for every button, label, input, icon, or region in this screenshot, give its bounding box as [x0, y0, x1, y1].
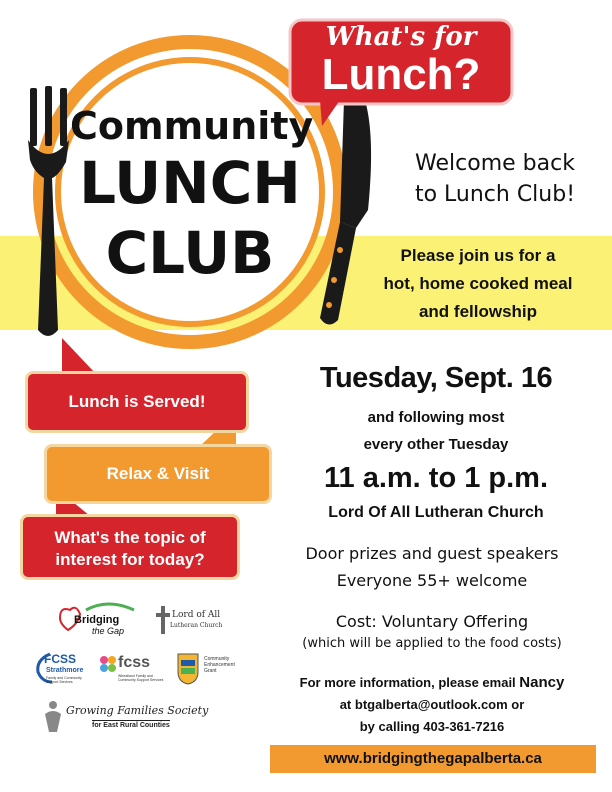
lord-of-all-logo [156, 604, 226, 638]
banner-whats-for: What's for [325, 22, 477, 52]
fcss1-small: Family and Community Support Services [46, 676, 82, 684]
event-age: Everyone 55+ welcome [336, 571, 528, 590]
growing-text-1: Growing Families Society [66, 704, 209, 717]
join-text [362, 242, 594, 326]
banner-lunch: Lunch? [321, 50, 481, 99]
lord-text-2: Lutheran Church [170, 622, 223, 629]
title-club: CLUB [105, 219, 275, 287]
fcss-strathmore-logo [34, 650, 92, 690]
contact-line-1 [284, 672, 580, 694]
fcss2-small: Wheatland Family and Community Support Services [118, 674, 164, 682]
bubble-topic [20, 514, 240, 580]
event-following-line-2: every other Tuesday [363, 436, 509, 453]
community-grant-logo [176, 650, 246, 692]
family-figures-icon [42, 700, 64, 734]
title-lunch: LUNCH [79, 149, 301, 217]
event-date: Tuesday, Sept. 16 [319, 362, 553, 394]
welcome-text [405, 148, 585, 210]
fcss2-title: fcss [118, 654, 151, 671]
join-line-3: and fellowship [418, 302, 538, 321]
cross-icon [156, 606, 170, 634]
grant-text [204, 656, 235, 674]
bubble-relax-visit: Relax & Visit [44, 444, 272, 504]
event-following-line-1: and following most [367, 409, 505, 426]
grant-text-2: Enhancement [204, 662, 235, 668]
title-community: Community [70, 104, 314, 148]
join-line-2: hot, home cooked meal [383, 274, 573, 293]
grant-text-1: Community [204, 656, 230, 662]
footer-url[interactable]: www.bridgingthegapalberta.ca [324, 750, 542, 767]
bubble-topic-line-1: What's the topic of [54, 528, 206, 547]
fcss-wheatland-logo [98, 652, 168, 692]
bridging-text-1: Bridging [74, 614, 120, 626]
event-location: Lord Of All Lutheran Church [328, 504, 544, 521]
contact-info [284, 672, 580, 738]
event-cost: Cost: Voluntary Offering [335, 612, 529, 631]
bridging-the-gap-logo [52, 600, 142, 642]
fcss1-sub: Strathmore [46, 667, 84, 674]
welcome-line-2: to Lunch Club! [414, 182, 576, 207]
welcome-line-1: Welcome back [415, 151, 575, 176]
contact-line-2: at btgalberta@outlook.com or [339, 697, 525, 712]
bubble-topic-line-2: interest for today? [55, 550, 205, 569]
contact-line-3: by calling 403-361-7216 [359, 719, 505, 734]
contact-name: Nancy [519, 674, 565, 691]
event-extras [284, 540, 580, 594]
growing-text-2: for East Rural Counties [92, 722, 170, 729]
bubble-lunch-served: Lunch is Served! [25, 371, 249, 433]
contact-line-1-text: For more information, please email [299, 675, 516, 690]
fcss-pinwheel-icon [98, 654, 118, 674]
event-cost-note: (which will be applied to the food costs) [302, 636, 562, 651]
event-following [296, 404, 576, 458]
grant-text-3: Grant [204, 668, 217, 674]
lord-text-1: Lord of All [172, 610, 221, 620]
event-prizes: Door prizes and guest speakers [305, 544, 559, 563]
fcss1-title: FCSS [44, 652, 77, 666]
alberta-crest-icon [176, 652, 200, 686]
growing-families-logo [42, 700, 222, 738]
join-line-1: Please join us for a [400, 246, 556, 265]
bridging-text-2: the Gap [92, 626, 125, 636]
event-time: 11 a.m. to 1 p.m. [323, 462, 549, 494]
